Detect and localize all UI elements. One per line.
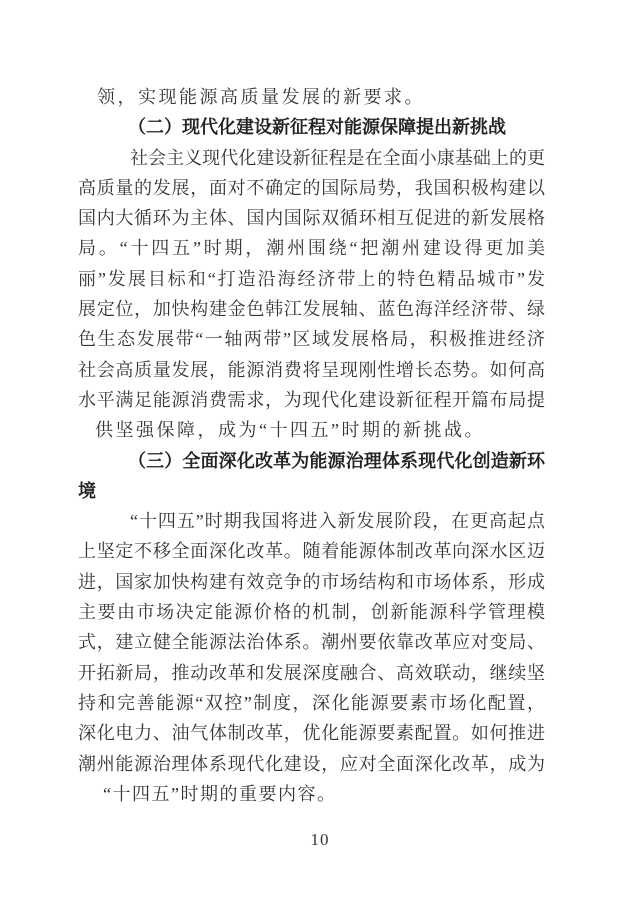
text-line: 进，国家加快构建有效竞争的市场结构和市场体系，形成 (78, 571, 545, 592)
text-line: 国内大循环为主体、国内国际双循环相互促进的新发展格 (78, 208, 545, 229)
text-line: 社会高质量发展，能源消费将呈现刚性增长态势。如何高 (78, 359, 545, 380)
text-line: 水平满足能源消费需求，为现代化建设新征程开篇布局提 (78, 389, 545, 410)
text-line: 社会主义现代化建设新征程是在全面小康基础上的更 (130, 147, 545, 168)
text-line: 开拓新局，推动改革和发展深度融合、高效联动，继续坚 (78, 662, 545, 683)
text-line: “十四五”时期我国将进入新发展阶段，在更高起点 (130, 511, 545, 532)
page-number: 10 (310, 830, 330, 849)
text-line: 展定位，加快构建金色韩江发展轴、蓝色海洋经济带、绿 (78, 299, 545, 320)
text-line: 潮州能源治理体系现代化建设，应对全面深化改革，成为 (78, 753, 545, 774)
heading-line: （二）现代化建设新征程对能源保障提出新挑战 (128, 117, 506, 138)
document-body (78, 82, 545, 809)
heading-line: （三）全面深化改革为能源治理体系现代化创造新环 (128, 450, 545, 471)
text-line: 丽”发展目标和“打造沿海经济带上的特色精品城市”发 (78, 268, 545, 289)
text-line: “十四五”时期的重要内容。 (103, 783, 337, 804)
text-line: 持和完善能源“双控”制度，深化能源要素市场化配置， (78, 692, 545, 713)
text-line: 供坚强保障，成为“十四五”时期的新挑战。 (95, 420, 485, 441)
text-line: 领，实现能源高质量发展的新要求。 (97, 87, 425, 107)
text-line: 上坚定不移全面深化改革。随着能源体制改革向深水区迈 (78, 541, 545, 562)
text-line: 色生态发展带“一轴两带”区域发展格局，积极推进经济 (78, 329, 545, 350)
text-line: 主要由市场决定能源价格的机制，创新能源科学管理模 (78, 602, 545, 623)
text-line: 高质量的发展，面对不确定的国际局势，我国积极构建以 (78, 177, 545, 198)
text-line: 局。“十四五”时期，潮州围绕“把潮州建设得更加美 (78, 238, 545, 259)
text-line: 深化电力、油气体制改革，优化能源要素配置。如何推进 (78, 723, 545, 744)
text-line: 式，建立健全能源法治体系。潮州要依靠改革应对变局、 (78, 632, 545, 653)
heading-line: 境 (78, 480, 96, 501)
